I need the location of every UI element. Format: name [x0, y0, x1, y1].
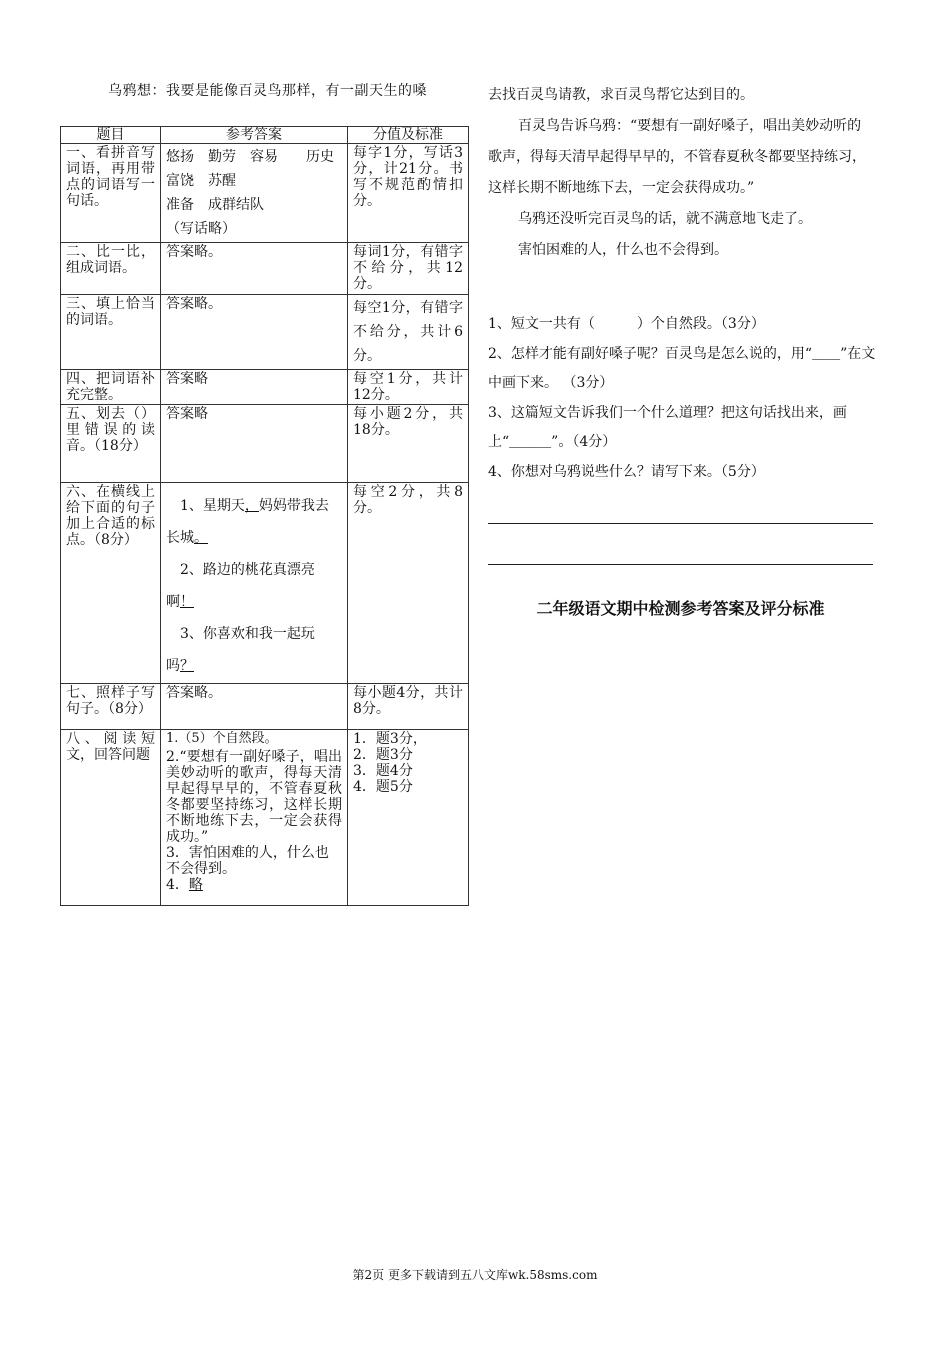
row-score: 每词1分，有错字不给分，共12分。 [348, 243, 469, 295]
row-answer [161, 730, 348, 906]
table-row [61, 243, 469, 295]
passage-paragraph: 害怕困难的人，什么也不会得到。 [518, 242, 728, 258]
row-question: 四、把词语补充完整。 [61, 370, 161, 405]
answer-blank: ， [244, 498, 259, 514]
row-answer [161, 144, 362, 243]
punctuation-item: 2、路边的桃花真漂亮啊！ [166, 562, 315, 610]
table-row [61, 295, 469, 370]
answer-line-rule [488, 523, 873, 524]
answer-line: 悠扬 勤劳 容易 历史 富饶 苏醒 [166, 149, 362, 189]
row-score: 每字1分，写话3分，计21分。书写不规范酌情扣分。 [348, 144, 469, 243]
row-score: 每小题2分，共18分。 [348, 405, 469, 483]
page-footer: 第2页 更多下载请到五八文库wk.58sms.com [352, 1268, 598, 1282]
punctuation-item: 3、你喜欢和我一起玩吗？ [166, 626, 315, 674]
passage-paragraph: 百灵鸟告诉乌鸦：“要想有一副好嗓子，唱出美妙动听的歌声，得每天清早起得早早的，不管春夏秋冬都要坚持练习，这样长期不断地练下去，一定会获得成功。” [488, 118, 866, 196]
row-answer: 答案略 [161, 370, 348, 405]
row-question: 五、划去（）里错误的读音。（18分） [61, 405, 161, 483]
row-question: 六、在横线上给下面的句子加上合适的标点。（8分） [61, 483, 161, 684]
table-row [61, 730, 469, 906]
reading-answer: 4．略 [166, 877, 203, 893]
row-question: 七、照样子写句子。（8分） [61, 684, 161, 730]
header-question: 题目 [61, 127, 161, 144]
answer-line: 准备 成群结队 [166, 197, 264, 213]
answer-blank: ！ [180, 594, 194, 610]
row-score: 每小题4分，共计8分。 [348, 684, 469, 730]
answer-line-rule [488, 564, 873, 565]
score-line: 2．题3分 [353, 747, 413, 763]
row-question: 三、填上恰当的词语。 [61, 295, 161, 370]
passage-continuation-line: 乌鸦想：我要是能像百灵鸟那样，有一副天生的嗓 [108, 83, 427, 99]
passage-paragraph: 去找百灵鸟请教，求百灵鸟帮它达到目的。 [488, 87, 754, 103]
section-title: 二年级语文期中检测参考答案及评分标准 [536, 599, 825, 618]
answer-blank: ？ [180, 658, 194, 674]
punctuation-item: 1、星期天，妈妈带我去长城。 [166, 498, 329, 546]
table-row [61, 684, 469, 730]
question-item: 4、你想对乌鸦说些什么？请写下来。（5分） [488, 463, 765, 480]
row-question: 八、阅读短文，回答问题 [61, 730, 161, 906]
row-question: 二、比一比，组成词语。 [61, 243, 161, 295]
answer-line: （写话略） [166, 221, 236, 237]
reading-passage [488, 80, 873, 266]
reading-answer: 3．害怕困难的人，什么也不会得到。 [166, 845, 329, 877]
score-line: 4．题5分 [353, 779, 413, 795]
row-score: 每空1分，有错字不给分，共计6分。 [348, 295, 469, 370]
reading-answer: 2.“要想有一副好嗓子，唱出美妙动听的歌声，得每天清早起得早早的，不管春夏秋冬都要坚持练习，这样长期不断地练下去，一定会获得成功。” [166, 749, 342, 845]
row-answer: 答案略 [161, 405, 348, 483]
score-line: 3．题4分 [353, 763, 413, 779]
question-item: 1、短文一共有（ ）个自然段。（3分） [488, 316, 765, 332]
table-row [61, 144, 469, 243]
row-answer: 答案略。 [161, 243, 348, 295]
reading-questions [488, 310, 878, 487]
row-score: 每空1分，共计12分。 [348, 370, 469, 405]
score-line: 1．题3分， [353, 731, 427, 747]
row-answer: 答案略。 [161, 295, 348, 370]
table-header-row [61, 127, 469, 144]
reading-answer: 1.（5）个自然段。 [166, 731, 278, 746]
row-score: 每空2分，共8分。 [348, 483, 469, 684]
row-answer [161, 483, 348, 684]
row-answer: 答案略。 [161, 684, 348, 730]
table-row [61, 405, 469, 483]
header-score: 分值及标准 [348, 127, 469, 144]
row-question: 一、看拼音写词语，再用带点的词语写一句话。 [61, 144, 161, 243]
row-score [348, 730, 469, 906]
header-answer: 参考答案 [161, 127, 348, 144]
passage-paragraph: 乌鸦还没听完百灵鸟的话，就不满意地飞走了。 [518, 211, 812, 227]
table-row [61, 483, 469, 684]
question-item: 3、这篇短文告诉我们一个什么道理？把这句话找出来，画上“＿＿＿”。（4分） [488, 404, 847, 450]
answer-blank: 。 [194, 530, 208, 546]
question-item: 2、怎样才能有副好嗓子呢？百灵鸟是怎么说的，用“＿＿”在文中画下来。 （3分） [488, 345, 876, 391]
answer-table [60, 126, 469, 906]
table-row [61, 370, 469, 405]
